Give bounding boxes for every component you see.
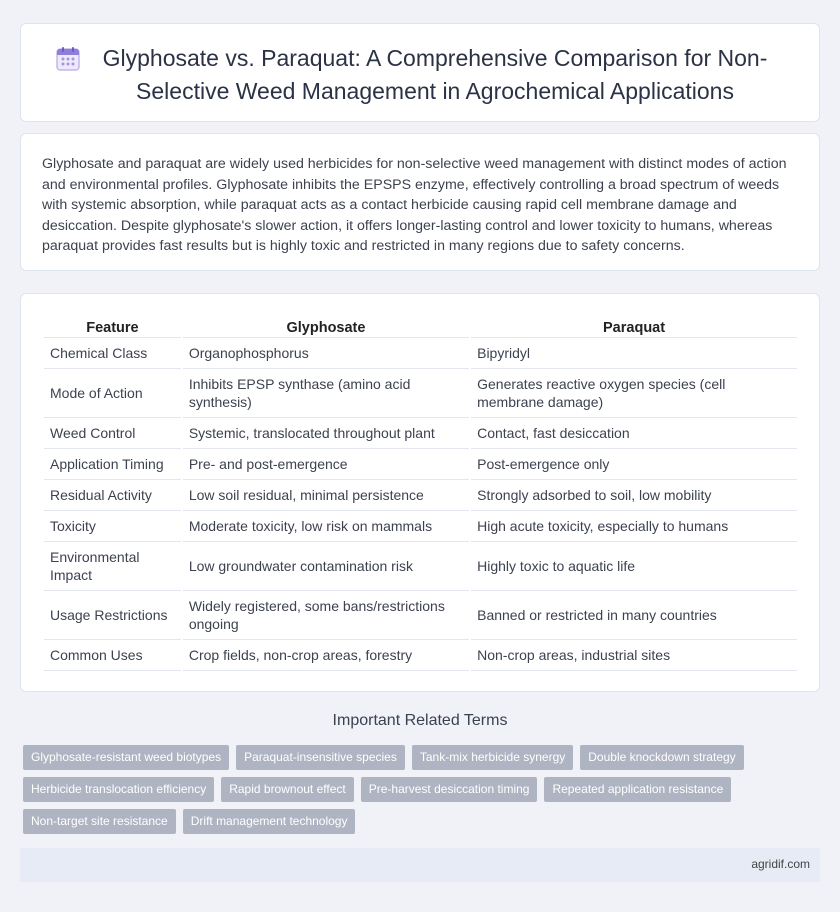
table-header-row	[44, 316, 797, 338]
related-term-tag[interactable]: Herbicide translocation efficiency	[23, 777, 214, 802]
title-card	[20, 23, 820, 122]
feature-cell: Application Timing	[44, 449, 181, 480]
tag-row	[23, 809, 783, 834]
paraquat-cell: Highly toxic to aquatic life	[471, 542, 797, 591]
tag-row	[23, 745, 783, 770]
related-term-tag[interactable]: Drift management technology	[183, 809, 356, 834]
table-row	[44, 369, 797, 418]
paraquat-cell: Non-crop areas, industrial sites	[471, 640, 797, 671]
feature-cell: Toxicity	[44, 511, 181, 542]
glyphosate-cell: Low groundwater contamination risk	[183, 542, 469, 591]
table-row	[44, 591, 797, 640]
glyphosate-cell: Widely registered, some bans/restrictions ongoing	[183, 591, 469, 640]
paraquat-cell: Generates reactive oxygen species (cell membrane damage)	[471, 369, 797, 418]
footer-bar	[20, 848, 820, 882]
feature-cell: Mode of Action	[44, 369, 181, 418]
related-term-tag[interactable]: Paraquat-insensitive species	[236, 745, 405, 770]
related-term-tag[interactable]: Tank-mix herbicide synergy	[412, 745, 573, 770]
footer-site-link[interactable]: agridif.com	[751, 857, 810, 871]
related-term-tag[interactable]: Double knockdown strategy	[580, 745, 743, 770]
comparison-table	[42, 316, 799, 671]
related-term-tag[interactable]: Glyphosate-resistant weed biotypes	[23, 745, 229, 770]
page-title: Glyphosate vs. Paraquat: A Comprehensive Comparison for Non-Selective Weed Management in Agrochemical Applications	[102, 45, 768, 104]
comparison-card	[20, 293, 820, 692]
table-row	[44, 542, 797, 591]
related-term-tag[interactable]: Repeated application resistance	[544, 777, 731, 802]
feature-cell: Usage Restrictions	[44, 591, 181, 640]
table-row	[44, 418, 797, 449]
glyphosate-cell: Moderate toxicity, low risk on mammals	[183, 511, 469, 542]
table-row	[44, 511, 797, 542]
paraquat-cell: Bipyridyl	[471, 338, 797, 369]
related-term-tag[interactable]: Non-target site resistance	[23, 809, 176, 834]
glyphosate-cell: Organophosphorus	[183, 338, 469, 369]
intro-card	[20, 133, 820, 271]
glyphosate-cell: Inhibits EPSP synthase (amino acid synthesis)	[183, 369, 469, 418]
table-row	[44, 640, 797, 671]
table-row	[44, 338, 797, 369]
header-paraquat: Paraquat	[471, 316, 797, 338]
glyphosate-cell: Systemic, translocated throughout plant	[183, 418, 469, 449]
paraquat-cell: Post-emergence only	[471, 449, 797, 480]
feature-cell: Environmental Impact	[44, 542, 181, 591]
related-term-tag[interactable]: Pre-harvest desiccation timing	[361, 777, 538, 802]
paraquat-cell: Strongly adsorbed to soil, low mobility	[471, 480, 797, 511]
related-term-tag[interactable]: Rapid brownout effect	[221, 777, 354, 802]
paraquat-cell: High acute toxicity, especially to humans	[471, 511, 797, 542]
related-terms-tags	[23, 745, 783, 841]
intro-paragraph: Glyphosate and paraquat are widely used herbicides for non-selective weed management with distinct modes of action and environmental profiles. Glyphosate inhibits the EPSPS enzyme, effectively controlling a broad spectrum of weeds with systemic absorption, while paraquat acts as a contact herbicide causing rapid cell membrane damage and desiccation. Despite glyphosate's slower action, it offers longer-lasting control and lower toxicity to humans, whereas paraquat provides fast results but is highly toxic and restricted in many regions due to safety concerns.	[42, 156, 787, 254]
paraquat-cell: Contact, fast desiccation	[471, 418, 797, 449]
header-feature: Feature	[44, 316, 181, 338]
feature-cell: Weed Control	[44, 418, 181, 449]
table-row	[44, 449, 797, 480]
feature-cell: Residual Activity	[44, 480, 181, 511]
glyphosate-cell: Low soil residual, minimal persistence	[183, 480, 469, 511]
feature-cell: Common Uses	[44, 640, 181, 671]
glyphosate-cell: Crop fields, non-crop areas, forestry	[183, 640, 469, 671]
table-row	[44, 480, 797, 511]
tag-row	[23, 777, 783, 802]
related-terms-heading: Important Related Terms	[332, 712, 508, 729]
header-glyphosate: Glyphosate	[183, 316, 469, 338]
feature-cell: Chemical Class	[44, 338, 181, 369]
glyphosate-cell: Pre- and post-emergence	[183, 449, 469, 480]
paraquat-cell: Banned or restricted in many countries	[471, 591, 797, 640]
